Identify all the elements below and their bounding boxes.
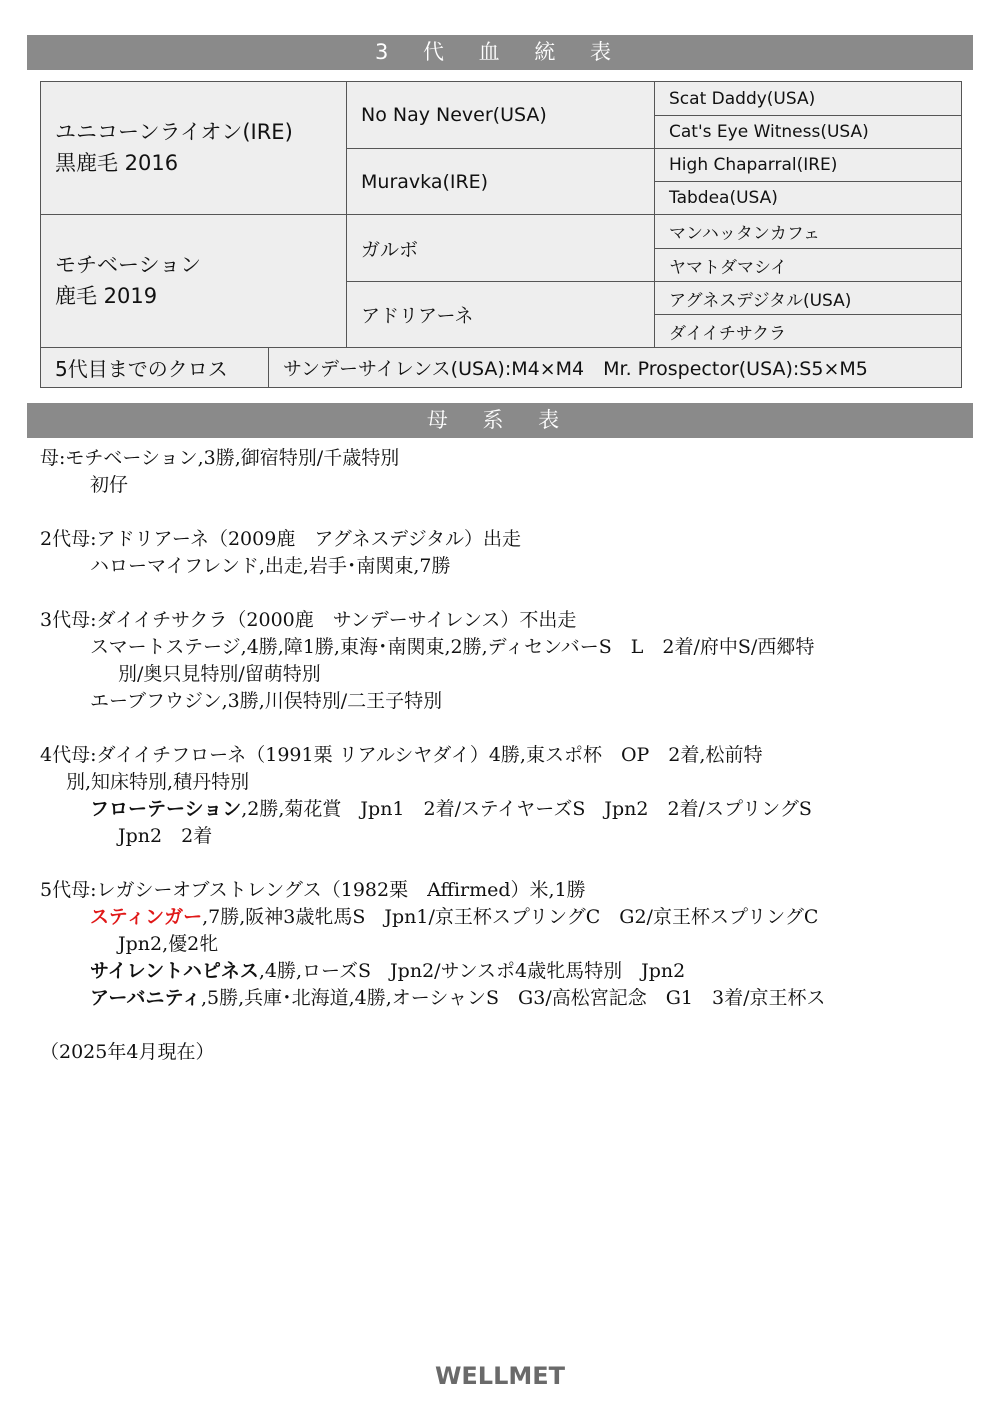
runner-record: ,4勝,ローズS Jpn2/サンスポ4歳牝馬特別 Jpn2 (258, 960, 686, 982)
runner-name: アーバニティ (90, 987, 201, 1009)
dam-cell (41, 215, 347, 348)
runner-record: ,4勝,障1勝,東海･南関東,2勝,ディセンバーS L 2着/府中S/西郷特 (240, 636, 815, 658)
runner-record: ,7勝,阪神3歳牝馬S Jpn1/京王杯スプリングC G2/京王杯スプリングC (202, 906, 819, 928)
runner-record: ,2勝,菊花賞 Jpn1 2着/ステイヤーズS Jpn2 2着/スプリングS (241, 798, 812, 820)
dam1-line: 母:モチベーション,3勝,御宿特別/千歳特別 (40, 447, 400, 469)
dam4-runner-1-wrap: Jpn2 2着 (118, 825, 213, 847)
sire-detail: 黒鹿毛 2016 (55, 151, 179, 175)
dam3-runner-1-wrap: 別/奥只見特別/留萌特別 (118, 663, 321, 685)
dam3-runner-2: エーブフウジン,3勝,川俣特別/二王子特別 (90, 690, 443, 712)
dam2-sub: ハローマイフレンド,出走,岩手･南関東,7勝 (90, 555, 451, 577)
sire-sire-cell: No Nay Never(USA) (347, 82, 655, 149)
dam-name: モチベーション (55, 253, 202, 277)
dam4-runner-1 (40, 796, 970, 823)
dam-dam-dam-cell: ダイイチサクラ (655, 315, 962, 348)
dam-sire-dam-cell: ヤマトダマシイ (655, 249, 962, 282)
pedigree-table (40, 81, 962, 388)
sire-dam-cell: Muravka(IRE) (347, 149, 655, 215)
dam4-wrap: 別,知床特別,積丹特別 (66, 771, 250, 793)
family-table (40, 445, 970, 1066)
dam-sire-cell: ガルボ (347, 215, 655, 282)
dam5-runner-3 (40, 985, 970, 1012)
dam4-text: （1991栗 リアルシヤダイ）4勝,東スポ杯 OP 2着,松前特 (246, 744, 763, 766)
dam5-runner-1-wrap: Jpn2,優2牝 (118, 933, 219, 955)
runner-name: スマートステージ (90, 636, 241, 658)
sire-cell (41, 82, 347, 215)
runner-name: サイレントハピネス (90, 960, 259, 982)
sire-dam-sire-cell: High Chaparral(IRE) (655, 149, 962, 182)
sire-sire-sire-cell: Scat Daddy(USA) (655, 82, 962, 116)
runner-name: フローテーション (90, 798, 242, 820)
sire-sire-dam-cell: Cat's Eye Witness(USA) (655, 116, 962, 149)
dam4-prefix: 4代母: (40, 744, 97, 766)
pedigree-section-header: 3 代 血 統 表 (27, 35, 973, 70)
dam2-line: 2代母:アドリアーネ（2009鹿 アグネスデジタル）出走 (40, 528, 522, 550)
dam5-runner-2 (40, 958, 970, 985)
dam1-sub: 初仔 (90, 474, 129, 496)
dam-sire-sire-cell: マンハッタンカフェ (655, 215, 962, 249)
sire-name: ユニコーンライオン(IRE) (55, 120, 293, 144)
dam3-runner-1 (40, 634, 970, 661)
sire-dam-dam-cell: Tabdea(USA) (655, 182, 962, 215)
cross-value: サンデーサイレンス(USA):M4×M4 Mr. Prospector(USA):S5×M5 (269, 348, 962, 388)
dam-dam-sire-cell: アグネスデジタル(USA) (655, 282, 962, 315)
cross-label: 5代目までのクロス (41, 348, 269, 388)
dam3-line: 3代母:ダイイチサクラ（2000鹿 サンデーサイレンス）不出走 (40, 609, 577, 631)
family-section-header: 母 系 表 (27, 403, 973, 438)
dam5-line: 5代母:レガシーオブストレングス（1982栗 Affirmed）米,1勝 (40, 879, 586, 901)
brand-logo: WELLMET (434, 1362, 566, 1390)
dam4-name: ダイイチフローネ (96, 744, 247, 766)
as-of-date: （2025年4月現在） (40, 1041, 215, 1063)
dam-detail: 鹿毛 2019 (55, 284, 158, 308)
dam-dam-cell: アドリアーネ (347, 282, 655, 348)
dam5-runner-1 (40, 904, 970, 931)
runner-record: ,5勝,兵庫･北海道,4勝,オーシャンS G3/高松宮記念 G1 3着/京王杯ス (200, 987, 826, 1009)
dam4-line (40, 742, 970, 769)
runner-name-highlight: スティンガー (90, 906, 203, 928)
